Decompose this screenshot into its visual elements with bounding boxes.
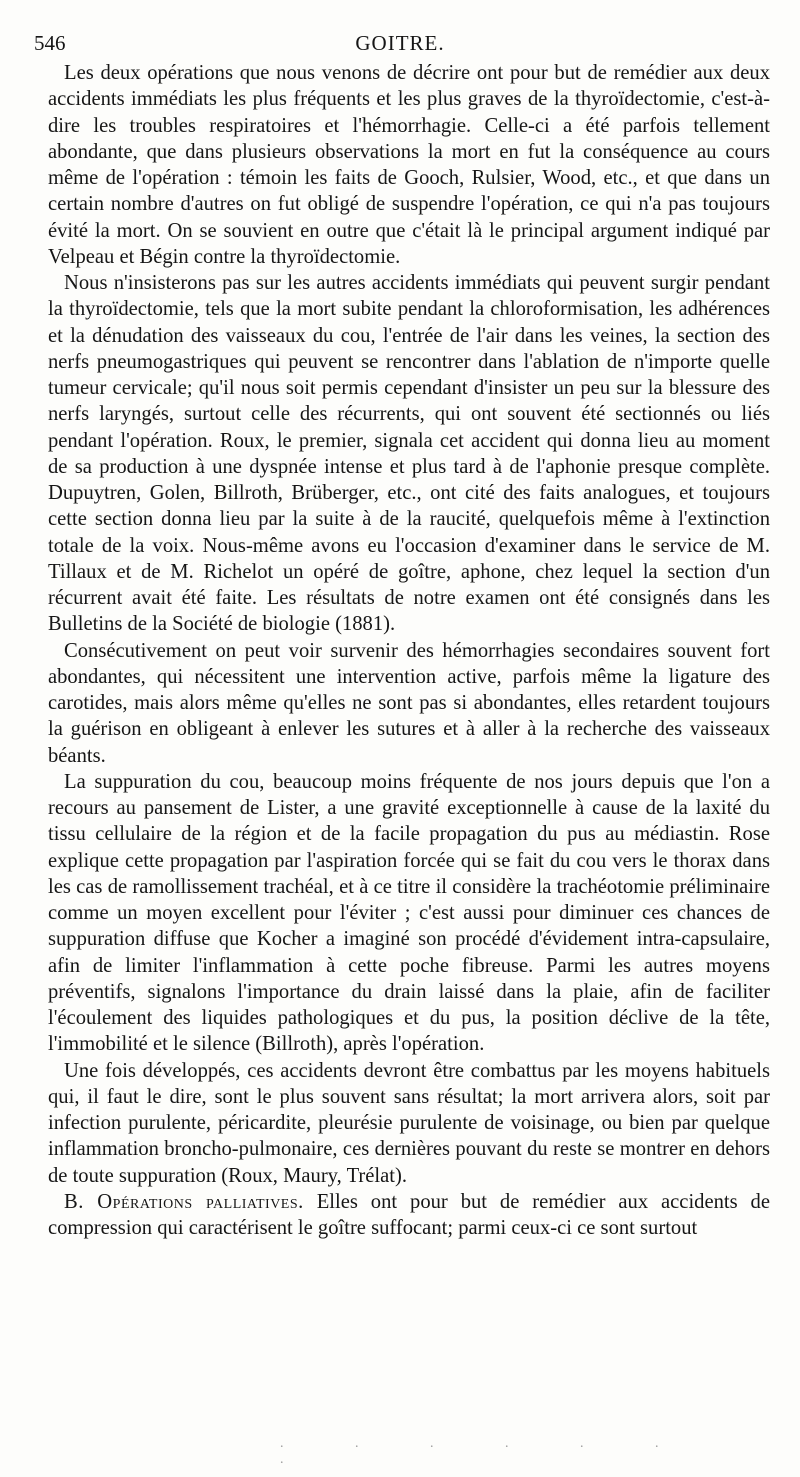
section-heading-palliatives: B. Opérations palliatives. <box>64 1190 304 1213</box>
page-header <box>34 30 766 56</box>
paragraph-2: Nous n'insisterons pas sur les autres accidents immédiats qui peuvent surgir pendant la thyroïdectomie, tels que la mort subite pendant la chloroformisation, les adhérences et la dénudation des vaisseaux du cou, l'entrée de l'air dans les veines, la section des nerfs pneumogastriques qui peuvent se rencontrer dans l'ablation de n'importe quelle tumeur cervicale; qu'il nous soit permis cependant d'insister un peu sur la blessure des nerfs laryngés, surtout celle des récurrents, qui ont souvent été sectionnés ou liés pendant l'opération. Roux, le premier, signala cet accident qui donna lieu au moment de sa production à une dyspnée intense et plus tard à de l'aphonie presque complète. Dupuytren, Golen, Billroth, Brüberger, etc., ont cité des faits analogues, et toujours cette section donna lieu par la suite à de la raucité, quelquefois même à l'extinction totale de la voix. Nous-même avons eu l'occasion d'examiner dans le service de M. Tillaux et de M. Richelot un opéré de goître, aphone, chez lequel la section d'un récurrent avait été faite. Les résultats de notre examen ont été consignés dans les Bulletins de la Société de biologie (1881). <box>48 272 770 636</box>
paragraph-6 <box>48 1189 770 1242</box>
paragraph-5: Une fois développés, ces accidents devront être combattus par les moyens habituels qui, il faut le dire, sont le plus souvent sans résultat; la mort arrivera alors, soit par infection purulente, péricardite, pleurésie purulente de voisinage, ou bien par quelque inflammation broncho-pulmonaire, ces dernières pouvant du reste se montrer en dehors de toute suppuration (Roux, Maury, Trélat). <box>48 1059 770 1187</box>
paragraph-1: Les deux opérations que nous venons de décrire ont pour but de remédier aux deux accidents immédiats les plus fréquents et les plus graves de la thyroïdectomie, c'est-à-dire les troubles respiratoires et l'hémorrhagie. Celle-ci a été parfois tellement abondante, que dans plusieurs observations la mort en fut la conséquence au cours même de l'opération : témoin les faits de Gooch, Rulsier, Wood, etc., et que dans un certain nombre d'autres on fut obligé de suspendre l'opération, ce qui n'a pas toujours évité la mort. On se souvient en outre que c'était là le principal argument indiqué par Velpeau et Bégin contre la thyroïdectomie. <box>48 62 770 268</box>
running-title: GOITRE. <box>355 31 445 55</box>
page-bottom-specks: . . . . . . . <box>280 1436 693 1467</box>
paragraph-4: La suppuration du cou, beaucoup moins fréquente de nos jours depuis que l'on a recours au pansement de Lister, a une gravité exceptionnelle à cause de la laxité du tissu cellulaire de la région et de la facile propagation du pus au médiastin. Rose explique cette propagation par l'aspiration forcée qui se fait du cou vers le thorax dans les cas de ramollissement trachéal, et à ce titre il considère la trachéotomie préliminaire comme un moyen excellent pour l'éviter ; c'est aussi pour diminuer ces chances de suppuration diffuse que Kocher a imaginé son procédé d'évidement intra-capsulaire, afin de limiter l'inflammation à cette poche fibreuse. Parmi les autres moyens préventifs, signalons l'importance du drain laissé dans la plaie, afin de faciliter l'écoulement des liquides pathologiques et du pus, la position déclive de la tête, l'immobilité et le silence (Billroth), après l'opération. <box>48 770 770 1056</box>
page-number: 546 <box>34 31 66 55</box>
paragraph-3: Consécutivement on peut voir survenir des hémorrhagies secondaires souvent fort abondantes, qui nécessitent une intervention active, parfois même la ligature des carotides, mais alors même qu'elles ne sont pas si abondantes, elles retardent toujours la guérison en obligeant à enlever les sutures et à aller à la recherche des vaisseaux béants. <box>48 639 770 767</box>
body-text <box>48 60 770 1241</box>
paragraph-6-text: Elles ont pour but de remédier aux accidents de compression qui caractérisent le goître suffocant; parmi ceux-ci ce sont surtout <box>48 1190 770 1239</box>
